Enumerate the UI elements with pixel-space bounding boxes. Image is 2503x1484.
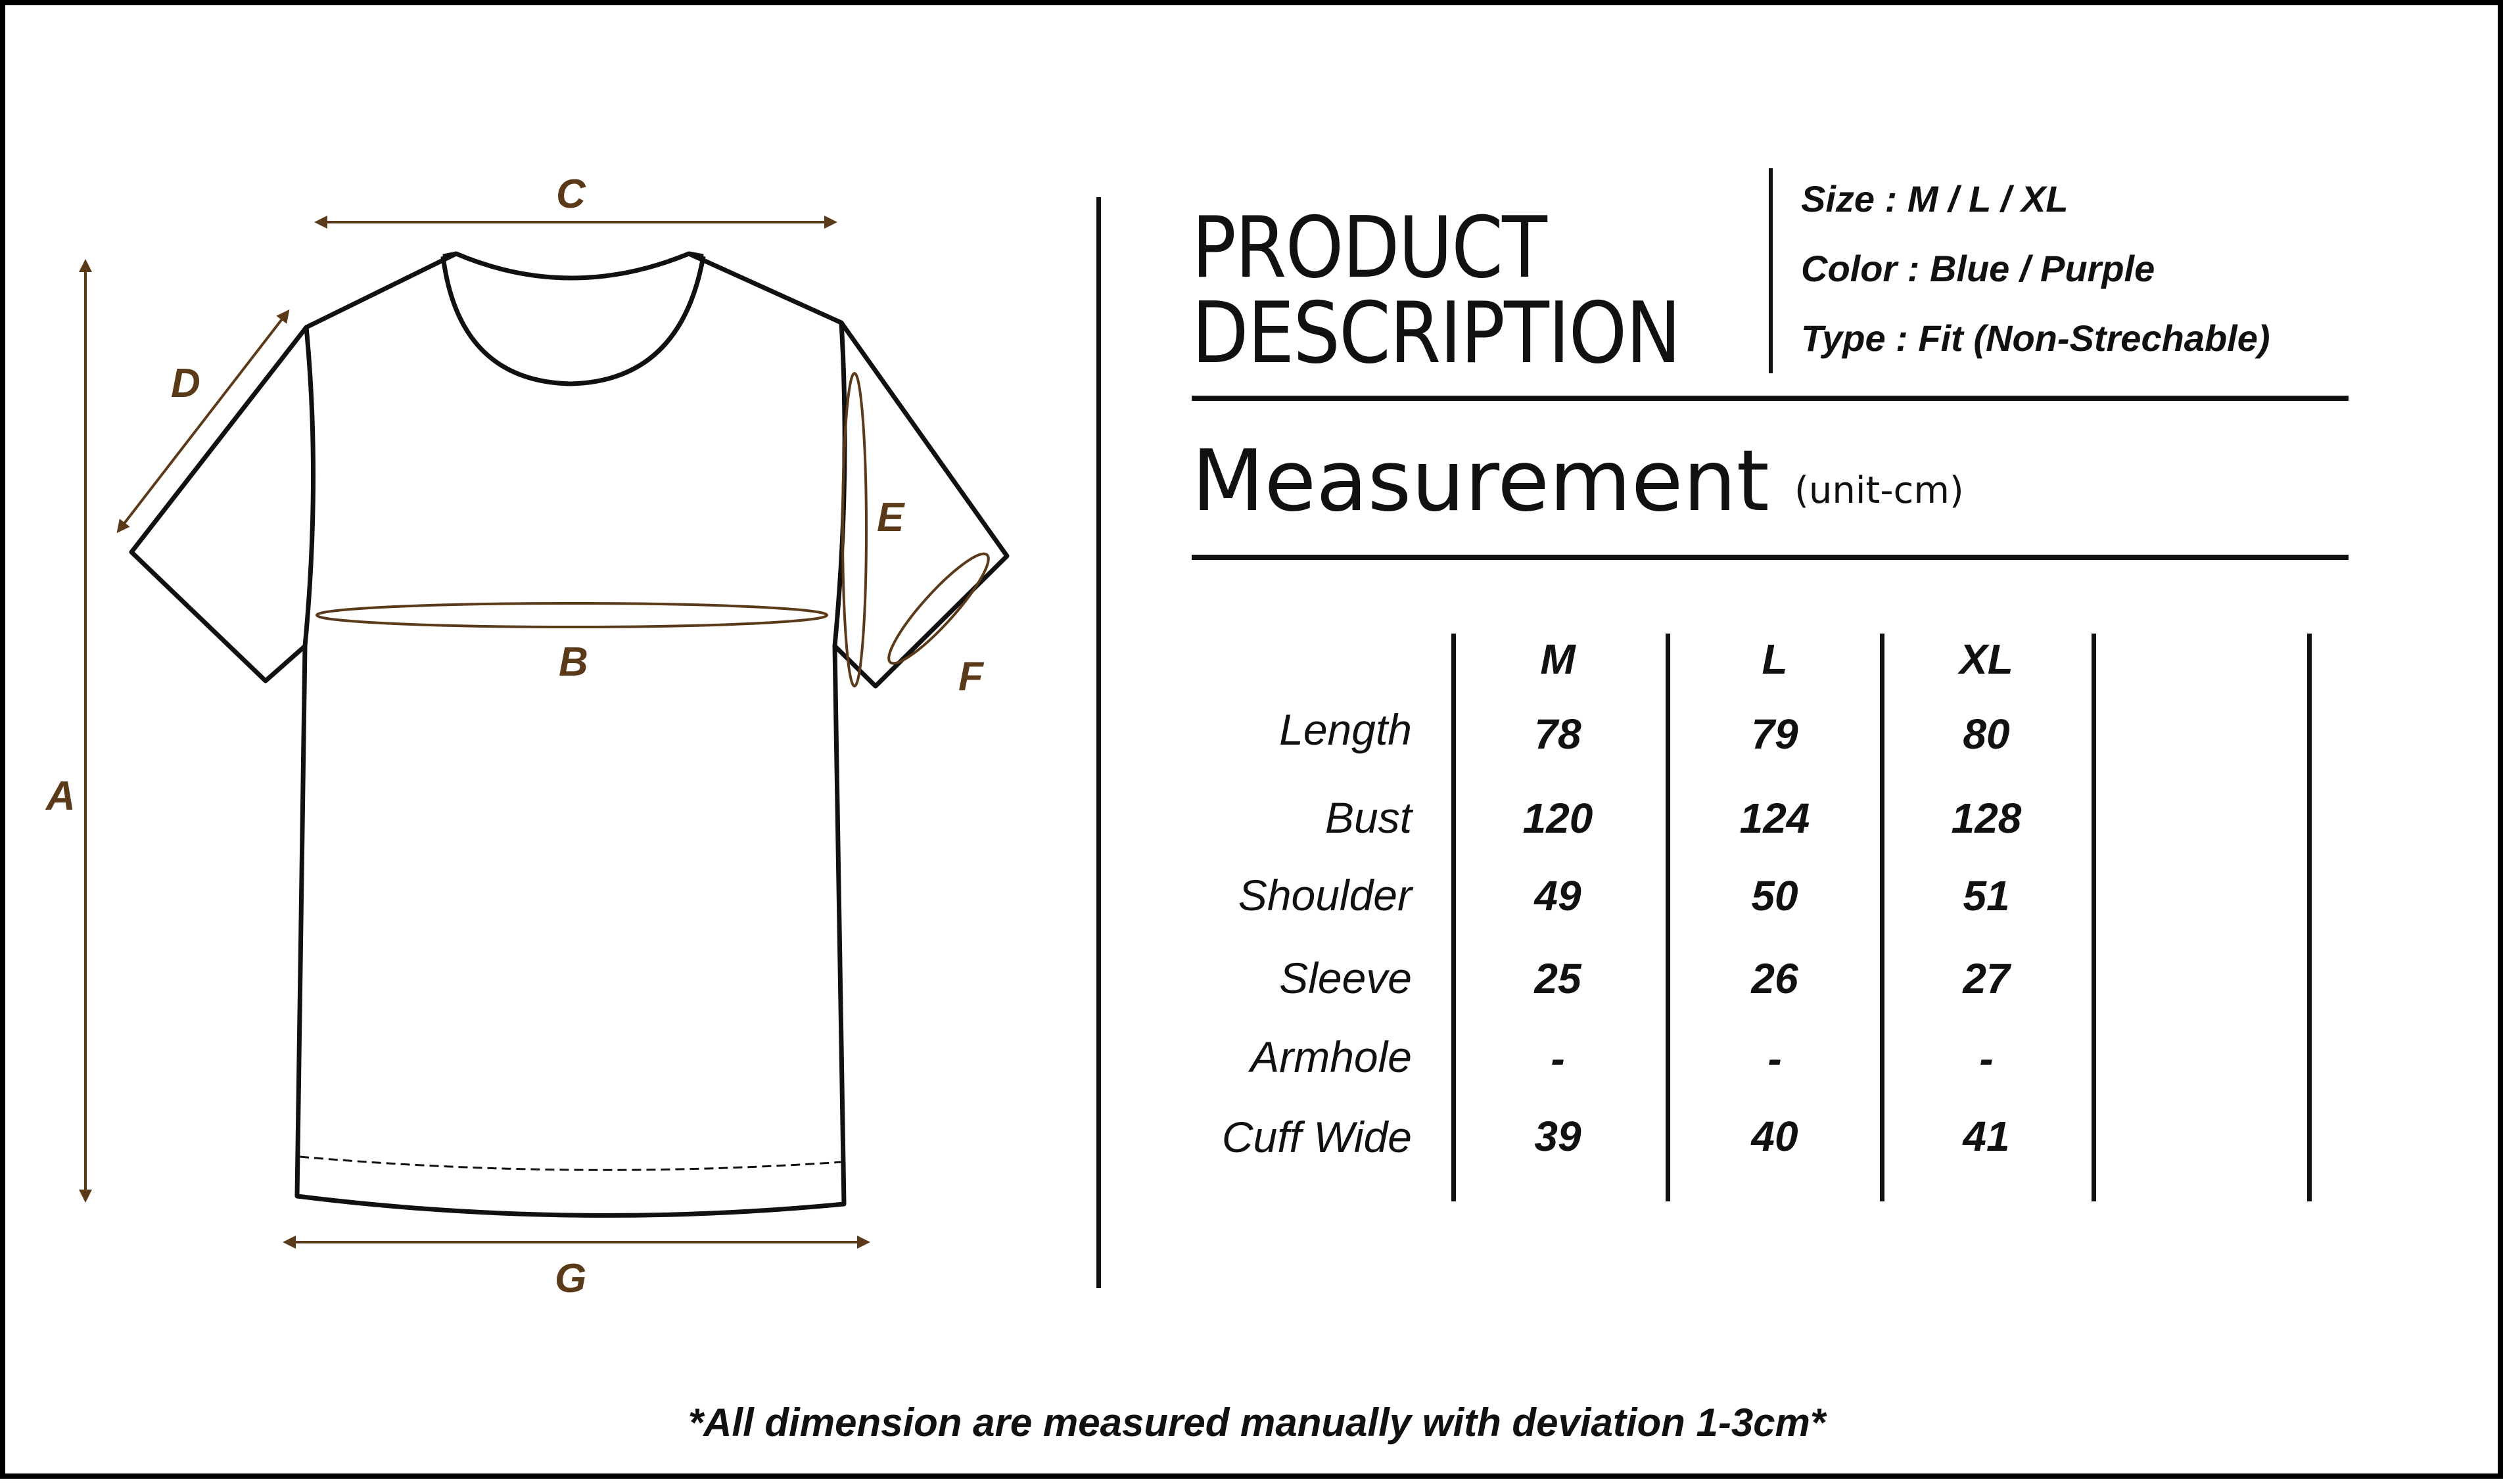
dimension-label-b: B bbox=[559, 639, 588, 685]
product-title-line2: DESCRIPTION bbox=[1192, 285, 1681, 383]
dimension-label-f: F bbox=[958, 654, 983, 699]
measurement-title: Measurement bbox=[1192, 432, 1769, 530]
row-label-bust: Bust bbox=[1324, 793, 1412, 842]
cell-armhole-xl: - bbox=[1979, 1035, 1994, 1082]
row-label-cuff-wide: Cuff Wide bbox=[1221, 1113, 1412, 1161]
dimension-e-loop bbox=[843, 373, 866, 686]
table-column-rule bbox=[2092, 634, 2096, 1201]
footnote: *All dimension are measured manually with deviation 1-3cm* bbox=[688, 1401, 1826, 1445]
cell-armhole-l: - bbox=[1767, 1035, 1782, 1082]
cell-sleeve-m: 25 bbox=[1534, 955, 1581, 1002]
cell-cuff-wide-m: 39 bbox=[1534, 1113, 1581, 1160]
cell-length-xl: 80 bbox=[1963, 710, 2010, 758]
row-label-length: Length bbox=[1279, 705, 1412, 754]
spec-color: Color : Blue / Purple bbox=[1801, 248, 2155, 289]
cell-armhole-m: - bbox=[1551, 1035, 1565, 1082]
measurement-rule bbox=[1192, 555, 2349, 560]
column-header-xl: XL bbox=[1959, 636, 2013, 683]
dimension-label-d: D bbox=[171, 361, 200, 406]
table-column-rule bbox=[1880, 634, 1884, 1201]
cell-shoulder-xl: 51 bbox=[1963, 872, 2010, 919]
measurement-unit: (unit-cm) bbox=[1794, 469, 1964, 512]
cell-bust-l: 124 bbox=[1739, 795, 1810, 842]
column-header-l: L bbox=[1762, 636, 1788, 683]
cell-length-m: 78 bbox=[1534, 710, 1581, 758]
spec-type: Type : Fit (Non-Strechable) bbox=[1801, 317, 2270, 359]
cell-cuff-wide-l: 40 bbox=[1751, 1113, 1798, 1160]
dimension-d-arrow bbox=[118, 312, 288, 531]
dimension-label-e: E bbox=[877, 495, 904, 540]
header-rule bbox=[1192, 396, 2349, 401]
cell-sleeve-l: 26 bbox=[1751, 955, 1798, 1002]
cell-shoulder-m: 49 bbox=[1534, 872, 1581, 919]
spec-size: Size : M / L / XL bbox=[1801, 178, 2069, 220]
header-divider bbox=[1769, 168, 1773, 373]
row-label-shoulder: Shoulder bbox=[1238, 871, 1412, 919]
table-column-rule bbox=[2307, 634, 2312, 1201]
main-divider bbox=[1096, 197, 1101, 1288]
dimension-label-a: A bbox=[46, 774, 76, 819]
row-label-armhole: Armhole bbox=[1250, 1032, 1412, 1081]
dimension-label-g: G bbox=[555, 1256, 587, 1301]
cell-cuff-wide-xl: 41 bbox=[1963, 1113, 2010, 1160]
tshirt-outline bbox=[131, 254, 1007, 1215]
cell-sleeve-xl: 27 bbox=[1963, 955, 2010, 1002]
dimension-b-loop bbox=[317, 603, 827, 627]
tshirt-diagram bbox=[5, 5, 1110, 1484]
table-column-rule bbox=[1451, 634, 1456, 1201]
measurement-guides bbox=[85, 222, 998, 1242]
table-column-rule bbox=[1666, 634, 1670, 1201]
cell-bust-xl: 128 bbox=[1951, 795, 2022, 842]
row-label-sleeve: Sleeve bbox=[1279, 954, 1412, 1002]
column-header-m: M bbox=[1540, 636, 1576, 683]
cell-bust-m: 120 bbox=[1522, 795, 1593, 842]
hem-stitch-line bbox=[300, 1157, 843, 1170]
cell-shoulder-l: 50 bbox=[1751, 872, 1798, 919]
cell-length-l: 79 bbox=[1751, 710, 1798, 758]
dimension-label-c: C bbox=[556, 172, 586, 217]
product-title-line1: PRODUCT bbox=[1192, 199, 1547, 297]
